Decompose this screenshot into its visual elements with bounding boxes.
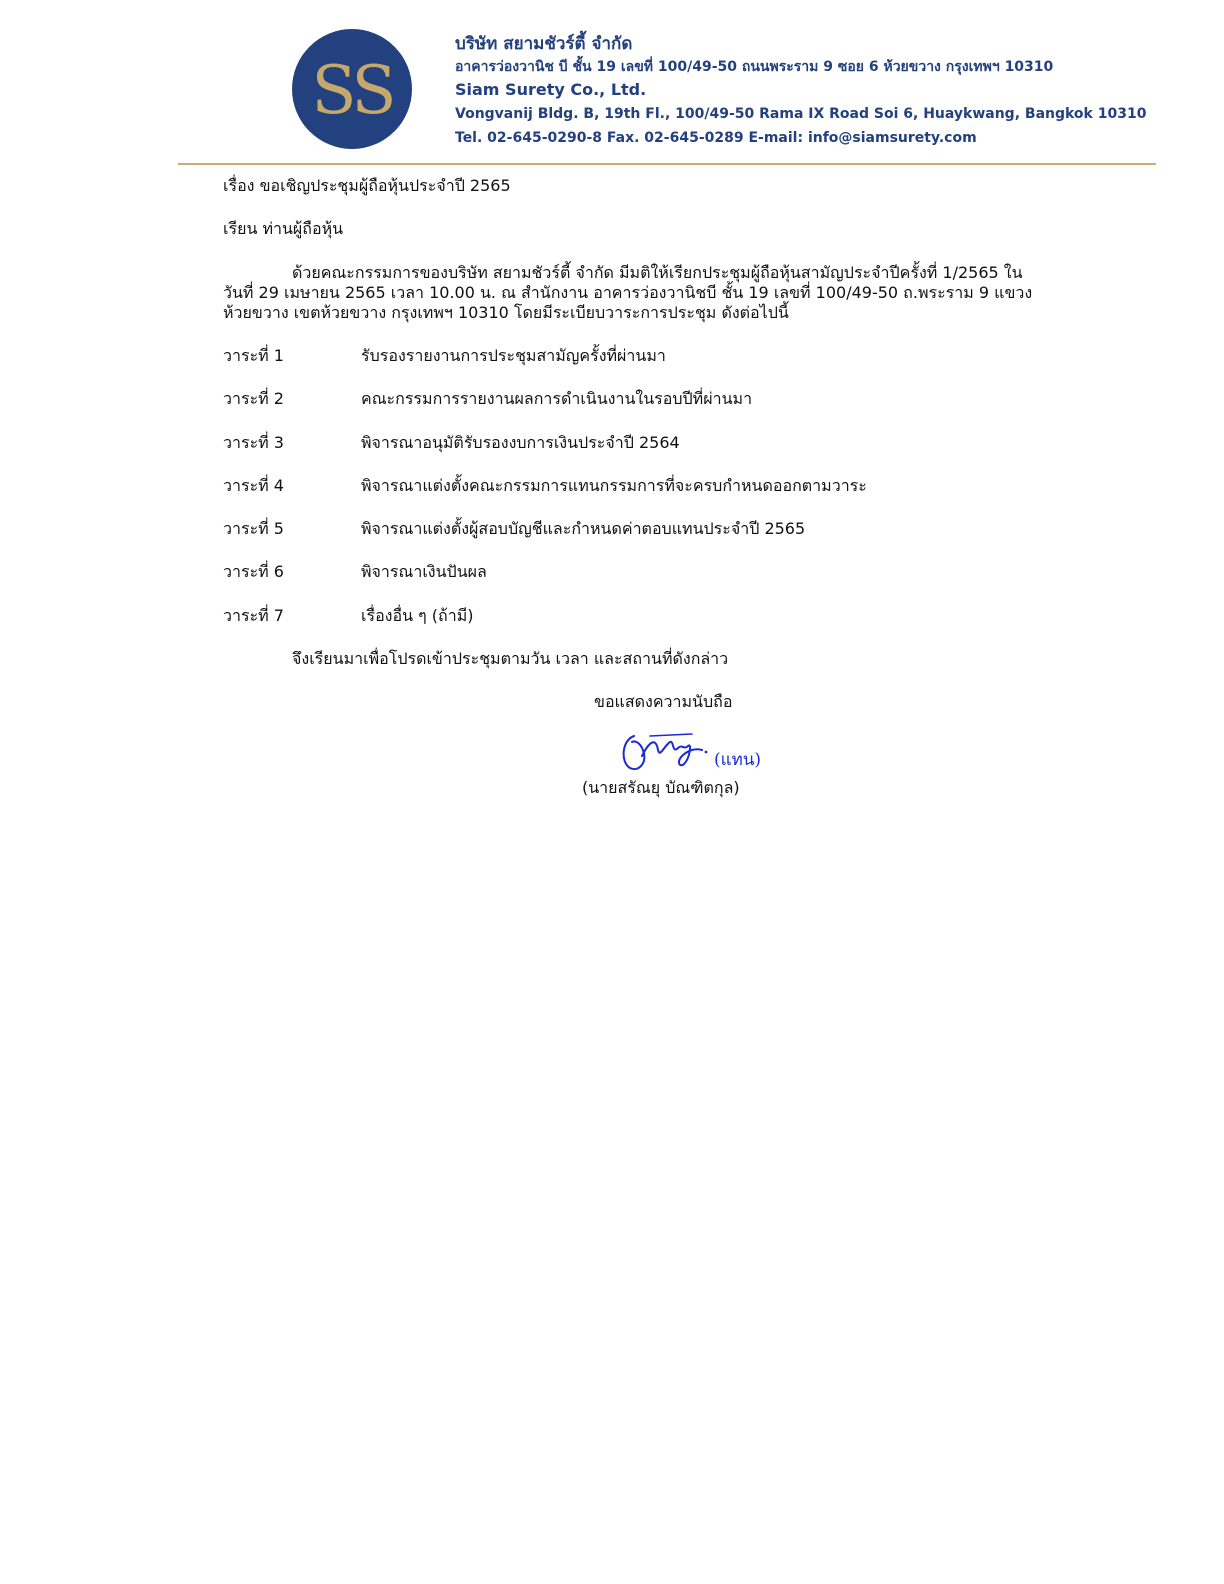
company-contact: Tel. 02-645-0290-8 Fax. 02-645-0289 E-mail: info@siamsurety.com [455,130,977,146]
company-info [455,30,1155,154]
letter-salutation: เรียน ท่านผู้ถือหุ้น [223,219,344,238]
agenda-description: รับรองรายงานการประชุมสามัญครั้งที่ผ่านมา [361,346,666,365]
letterhead-divider [178,163,1156,165]
agenda-number: วาระที่ 2 [223,389,284,409]
agenda-description: พิจารณาแต่งตั้งผู้สอบบัญชีและกำหนดค่าตอบแทนประจำปี 2565 [361,519,806,539]
agenda-number: วาระที่ 4 [223,475,284,495]
intro-line: ด้วยคณะกรรมการของบริษัท สยามชัวร์ตี้ จำกัด มีมติให้เรียกประชุมผู้ถือหุ้นสามัญประจำปีครั้งที่ 1/2565 ใน [292,263,1023,282]
letter-intro [223,263,1113,323]
agenda-item [223,562,1123,605]
agenda-number: วาระที่ 3 [223,432,284,452]
agenda-item [223,519,1123,562]
agenda-description: พิจารณาอนุมัติรับรองงบการเงินประจำปี 2564 [361,432,680,452]
agenda-item [223,433,1123,476]
letter-regards: ขอแสดงความนับถือ [594,692,733,711]
company-address-thai: อาคารว่องวานิช บี ชั้น 19 เลขที่ 100/49-50 ถนนพระราม 9 ซอย 6 ห้วยขวาง กรุงเทพฯ 10310 [455,59,1054,75]
company-name-english: Siam Surety Co., Ltd. [455,80,647,99]
proxy-note: (แทน) [714,750,762,770]
company-address-english: Vongvanij Bldg. B, 19th Fl., 100/49-50 Rama IX Road Soi 6, Huaykwang, Bangkok 10310 [455,106,1147,122]
handwritten-signature [620,728,710,772]
agenda-number: วาระที่ 7 [223,605,284,625]
agenda-number: วาระที่ 1 [223,346,284,365]
intro-line: ห้วยขวาง เขตห้วยขวาง กรุงเทพฯ 10310 โดยมีระเบียบวาระการประชุม ดังต่อไปนี้ [223,303,789,322]
agenda-item [223,346,1123,389]
agenda-number: วาระที่ 5 [223,519,284,539]
company-name-thai: บริษัท สยามชัวร์ตี้ จำกัด [455,34,633,54]
agenda-list [223,346,1123,649]
agenda-description: เรื่องอื่น ๆ (ถ้ามี) [361,605,474,625]
letterhead [0,0,1224,170]
agenda-description: พิจารณาเงินปันผล [361,562,487,582]
agenda-description: คณะกรรมการรายงานผลการดำเนินงานในรอบปีที่ผ่านมา [361,389,753,409]
agenda-description: พิจารณาแต่งตั้งคณะกรรมการแทนกรรมการที่จะครบกำหนดออกตามวาระ [361,475,867,495]
agenda-item [223,606,1123,649]
company-logo [292,29,412,149]
letter-subject: เรื่อง ขอเชิญประชุมผู้ถือหุ้นประจำปี 2565 [223,176,511,195]
agenda-item [223,389,1123,432]
intro-line: วันที่ 29 เมษายน 2565 เวลา 10.00 น. ณ สำนักงาน อาคารว่องวานิชบี ชั้น 19 เลขที่ 100/49-50 ถ.พระราม 9 แขวง [223,283,1033,302]
signer-name: (นายสรัณยุ บัณฑิตกุล) [582,778,740,797]
logo-monogram: SS [311,52,393,129]
agenda-number: วาระที่ 6 [223,562,284,582]
letter-closing: จึงเรียนมาเพื่อโปรดเข้าประชุมตามวัน เวลา และสถานที่ดังกล่าว [292,649,729,668]
agenda-item [223,476,1123,519]
